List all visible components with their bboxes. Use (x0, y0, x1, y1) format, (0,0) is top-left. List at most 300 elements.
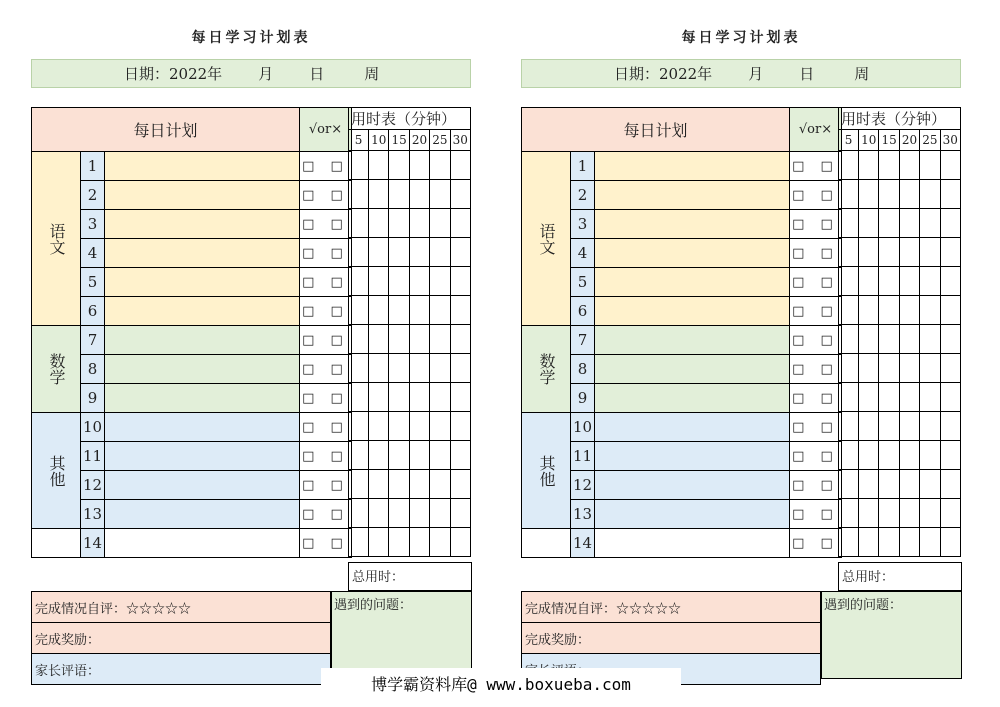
plan-entry-cell[interactable] (105, 500, 300, 529)
checkbox-pair[interactable]: □ □ (300, 297, 352, 326)
time-cell[interactable] (920, 267, 940, 296)
minute-label: 10 (859, 130, 879, 151)
time-cell[interactable] (349, 325, 369, 354)
time-cell[interactable] (859, 209, 879, 238)
time-cell[interactable] (369, 470, 389, 499)
time-cell[interactable] (879, 325, 899, 354)
time-cell[interactable] (940, 209, 960, 238)
plan-row (32, 529, 352, 558)
time-cell[interactable] (450, 354, 470, 383)
time-cell[interactable] (450, 412, 470, 441)
time-cell[interactable] (879, 209, 899, 238)
time-cell[interactable] (859, 470, 879, 499)
plan-entry-cell[interactable] (595, 442, 790, 471)
time-cell[interactable] (349, 354, 369, 383)
time-cell[interactable] (899, 412, 919, 441)
row-number: 2 (571, 181, 595, 210)
time-cell[interactable] (450, 528, 470, 557)
time-cell[interactable] (409, 180, 429, 209)
checkbox-pair[interactable]: □ □ (790, 471, 842, 500)
time-cell[interactable] (839, 238, 859, 267)
time-cell[interactable] (389, 238, 409, 267)
time-cell[interactable] (879, 470, 899, 499)
checkbox-pair[interactable]: □ □ (790, 413, 842, 442)
checkbox-pair[interactable]: □ □ (790, 239, 842, 268)
self-eval-field[interactable]: 完成情况自评：☆☆☆☆☆ (32, 592, 331, 623)
time-table (838, 107, 961, 557)
time-cell[interactable] (859, 441, 879, 470)
date-label: 日期：2022年 (614, 65, 713, 83)
week-label: 周 (364, 65, 380, 83)
time-cell[interactable] (879, 296, 899, 325)
time-cell[interactable] (369, 180, 389, 209)
minute-label: 30 (940, 130, 960, 151)
minute-label: 25 (920, 130, 940, 151)
time-cell[interactable] (899, 325, 919, 354)
time-cell[interactable] (899, 354, 919, 383)
checkbox-pair[interactable]: □ □ (300, 326, 352, 355)
plan-entry-cell[interactable] (105, 384, 300, 413)
time-cell[interactable] (389, 470, 409, 499)
plan-entry-cell[interactable] (105, 239, 300, 268)
time-cell[interactable] (839, 412, 859, 441)
evaluation-table (31, 591, 331, 685)
time-cell[interactable] (349, 296, 369, 325)
minute-label: 20 (409, 130, 429, 151)
time-cell[interactable] (389, 180, 409, 209)
subject-chinese: 语文 (32, 152, 81, 326)
time-cell[interactable] (899, 441, 919, 470)
time-cell[interactable] (940, 267, 960, 296)
time-cell[interactable] (920, 296, 940, 325)
planner-sheet-left (31, 0, 471, 707)
planner-sheet-right (521, 0, 961, 707)
time-cell[interactable] (369, 499, 389, 528)
plan-entry-cell[interactable] (595, 384, 790, 413)
time-cell[interactable] (430, 441, 450, 470)
plan-entry-cell[interactable] (105, 355, 300, 384)
time-cell[interactable] (940, 354, 960, 383)
time-cell[interactable] (899, 209, 919, 238)
time-cell[interactable] (940, 180, 960, 209)
plan-entry-cell[interactable] (595, 268, 790, 297)
date-bar[interactable] (521, 59, 961, 88)
time-cell[interactable] (450, 499, 470, 528)
time-cell[interactable] (940, 151, 960, 180)
time-cell[interactable] (940, 441, 960, 470)
plan-row (522, 152, 842, 181)
time-cell[interactable] (839, 528, 859, 557)
checkbox-pair[interactable]: □ □ (300, 152, 352, 181)
time-cell[interactable] (450, 267, 470, 296)
total-time-field[interactable]: 总用时： (348, 562, 472, 591)
checkbox-pair[interactable]: □ □ (300, 500, 352, 529)
time-cell[interactable] (450, 238, 470, 267)
time-cell[interactable] (369, 441, 389, 470)
time-cell[interactable] (940, 470, 960, 499)
time-cell[interactable] (940, 296, 960, 325)
time-cell[interactable] (450, 383, 470, 412)
checkbox-pair[interactable]: □ □ (300, 529, 352, 558)
checkbox-pair[interactable]: □ □ (300, 239, 352, 268)
time-row (839, 325, 961, 354)
time-cell[interactable] (920, 412, 940, 441)
checkbox-pair[interactable]: □ □ (300, 210, 352, 239)
row-number: 2 (81, 181, 105, 210)
time-cell[interactable] (839, 325, 859, 354)
problems-field[interactable]: 遇到的问题： (821, 591, 962, 679)
plan-entry-cell[interactable] (105, 297, 300, 326)
time-cell[interactable] (430, 325, 450, 354)
row-number: 4 (81, 239, 105, 268)
time-cell[interactable] (839, 209, 859, 238)
checkbox-pair[interactable]: □ □ (790, 529, 842, 558)
time-cell[interactable] (899, 296, 919, 325)
time-cell[interactable] (879, 151, 899, 180)
row-number: 1 (81, 152, 105, 181)
time-cell[interactable] (859, 325, 879, 354)
time-cell[interactable] (920, 238, 940, 267)
month-label: 月 (748, 65, 764, 83)
time-cell[interactable] (839, 296, 859, 325)
time-cell[interactable] (940, 383, 960, 412)
time-cell[interactable] (369, 296, 389, 325)
time-cell[interactable] (839, 151, 859, 180)
checkbox-pair[interactable]: □ □ (790, 210, 842, 239)
checkbox-pair[interactable]: □ □ (790, 355, 842, 384)
plan-entry-cell[interactable] (105, 442, 300, 471)
checkbox-pair[interactable]: □ □ (790, 326, 842, 355)
checkbox-pair[interactable]: □ □ (300, 442, 352, 471)
time-cell[interactable] (349, 441, 369, 470)
plan-entry-cell[interactable] (595, 210, 790, 239)
time-cell[interactable] (859, 180, 879, 209)
time-table (348, 107, 471, 557)
time-header: 用时表（分钟） (839, 108, 961, 130)
time-cell[interactable] (899, 383, 919, 412)
time-cell[interactable] (879, 499, 899, 528)
checkbox-pair[interactable]: □ □ (300, 384, 352, 413)
time-row (839, 412, 961, 441)
checkbox-pair[interactable]: □ □ (300, 268, 352, 297)
time-cell[interactable] (879, 383, 899, 412)
checkbox-pair[interactable]: □ □ (790, 181, 842, 210)
time-cell[interactable] (430, 267, 450, 296)
time-cell[interactable] (879, 354, 899, 383)
time-cell[interactable] (349, 412, 369, 441)
time-cell[interactable] (409, 441, 429, 470)
day-label: 日 (309, 65, 325, 83)
time-cell[interactable] (920, 383, 940, 412)
time-row (839, 499, 961, 528)
checkbox-pair[interactable]: □ □ (790, 297, 842, 326)
time-row (349, 354, 471, 383)
time-cell[interactable] (940, 325, 960, 354)
time-row (839, 354, 961, 383)
time-cell[interactable] (839, 441, 859, 470)
reward-field[interactable]: 完成奖励： (32, 623, 331, 654)
row-number: 14 (571, 529, 595, 558)
time-cell[interactable] (389, 209, 409, 238)
time-cell[interactable] (430, 238, 450, 267)
time-cell[interactable] (839, 267, 859, 296)
plan-row (522, 326, 842, 355)
time-row (349, 412, 471, 441)
time-cell[interactable] (409, 470, 429, 499)
time-cell[interactable] (879, 412, 899, 441)
time-row (839, 441, 961, 470)
time-cell[interactable] (349, 180, 369, 209)
time-cell[interactable] (409, 325, 429, 354)
time-cell[interactable] (389, 499, 409, 528)
checkbox-pair[interactable]: □ □ (790, 268, 842, 297)
plan-entry-cell[interactable] (105, 529, 300, 558)
time-cell[interactable] (409, 151, 429, 180)
time-cell[interactable] (430, 499, 450, 528)
time-cell[interactable] (839, 180, 859, 209)
time-cell[interactable] (369, 238, 389, 267)
row-number: 8 (81, 355, 105, 384)
time-cell[interactable] (409, 383, 429, 412)
time-cell[interactable] (369, 209, 389, 238)
time-cell[interactable] (940, 412, 960, 441)
checkbox-pair[interactable]: □ □ (790, 500, 842, 529)
time-cell[interactable] (899, 470, 919, 499)
time-cell[interactable] (859, 383, 879, 412)
time-cell[interactable] (899, 267, 919, 296)
plan-row (522, 529, 842, 558)
time-cell[interactable] (389, 528, 409, 557)
time-cell[interactable] (389, 412, 409, 441)
time-cell[interactable] (409, 238, 429, 267)
time-cell[interactable] (859, 528, 879, 557)
plan-entry-cell[interactable] (105, 471, 300, 500)
plan-row (522, 413, 842, 442)
day-label: 日 (799, 65, 815, 83)
plan-entry-cell[interactable] (595, 239, 790, 268)
plan-entry-cell[interactable] (595, 529, 790, 558)
time-cell[interactable] (450, 209, 470, 238)
time-row (839, 209, 961, 238)
time-row (349, 383, 471, 412)
time-cell[interactable] (920, 528, 940, 557)
time-cell[interactable] (450, 441, 470, 470)
daily-plan-table (31, 107, 352, 558)
time-cell[interactable] (430, 296, 450, 325)
time-row (349, 267, 471, 296)
row-number: 8 (571, 355, 595, 384)
time-cell[interactable] (859, 499, 879, 528)
time-cell[interactable] (839, 470, 859, 499)
time-cell[interactable] (899, 180, 919, 209)
time-cell[interactable] (369, 412, 389, 441)
subject-other: 其他 (522, 413, 571, 529)
time-cell[interactable] (430, 151, 450, 180)
checkbox-pair[interactable]: □ □ (300, 181, 352, 210)
minute-label: 5 (349, 130, 369, 151)
time-cell[interactable] (899, 499, 919, 528)
time-cell[interactable] (409, 412, 429, 441)
time-cell[interactable] (879, 441, 899, 470)
time-cell[interactable] (450, 180, 470, 209)
month-label: 月 (258, 65, 274, 83)
time-cell[interactable] (450, 325, 470, 354)
time-cell[interactable] (450, 151, 470, 180)
time-cell[interactable] (899, 151, 919, 180)
time-cell[interactable] (859, 151, 879, 180)
time-cell[interactable] (879, 238, 899, 267)
time-cell[interactable] (369, 151, 389, 180)
row-number: 7 (571, 326, 595, 355)
time-cell[interactable] (430, 470, 450, 499)
time-cell[interactable] (859, 238, 879, 267)
subject-math: 数学 (32, 326, 81, 413)
time-cell[interactable] (920, 180, 940, 209)
plan-entry-cell[interactable] (105, 413, 300, 442)
minute-label: 30 (450, 130, 470, 151)
plan-entry-cell[interactable] (595, 181, 790, 210)
plan-entry-cell[interactable] (595, 413, 790, 442)
time-cell[interactable] (369, 383, 389, 412)
plan-entry-cell[interactable] (105, 152, 300, 181)
minute-label: 25 (430, 130, 450, 151)
time-cell[interactable] (920, 499, 940, 528)
checkbox-pair[interactable]: □ □ (790, 384, 842, 413)
time-cell[interactable] (369, 354, 389, 383)
date-bar[interactable] (31, 59, 471, 88)
total-time-field[interactable]: 总用时： (838, 562, 962, 591)
row-number: 1 (571, 152, 595, 181)
time-cell[interactable] (430, 209, 450, 238)
checkbox-pair[interactable]: □ □ (300, 355, 352, 384)
time-cell[interactable] (349, 267, 369, 296)
time-cell[interactable] (859, 354, 879, 383)
time-cell[interactable] (430, 412, 450, 441)
time-row (349, 238, 471, 267)
time-cell[interactable] (839, 383, 859, 412)
time-cell[interactable] (920, 354, 940, 383)
plan-entry-cell[interactable] (105, 210, 300, 239)
row-number: 13 (571, 500, 595, 529)
time-cell[interactable] (430, 180, 450, 209)
row-number: 10 (81, 413, 105, 442)
time-cell[interactable] (389, 383, 409, 412)
time-row (349, 470, 471, 499)
time-cell[interactable] (349, 238, 369, 267)
time-cell[interactable] (349, 470, 369, 499)
time-cell[interactable] (859, 412, 879, 441)
time-cell[interactable] (349, 499, 369, 528)
time-cell[interactable] (879, 528, 899, 557)
time-cell[interactable] (409, 354, 429, 383)
time-cell[interactable] (940, 528, 960, 557)
plan-entry-cell[interactable] (595, 500, 790, 529)
check-header: √or× (790, 108, 842, 152)
time-cell[interactable] (879, 180, 899, 209)
plan-row (32, 326, 352, 355)
time-cell[interactable] (899, 528, 919, 557)
plan-entry-cell[interactable] (105, 326, 300, 355)
plan-entry-cell[interactable] (105, 268, 300, 297)
time-cell[interactable] (430, 354, 450, 383)
time-cell[interactable] (920, 209, 940, 238)
time-cell[interactable] (920, 470, 940, 499)
plan-entry-cell[interactable] (105, 181, 300, 210)
parent-comment-field[interactable]: 家长评语： (32, 654, 331, 685)
time-cell[interactable] (369, 325, 389, 354)
plan-entry-cell[interactable] (595, 471, 790, 500)
self-eval-field[interactable]: 完成情况自评：☆☆☆☆☆ (522, 592, 821, 623)
time-cell[interactable] (349, 383, 369, 412)
time-cell[interactable] (920, 325, 940, 354)
time-cell[interactable] (899, 238, 919, 267)
time-cell[interactable] (839, 499, 859, 528)
daily-plan-table (521, 107, 842, 558)
time-cell[interactable] (349, 528, 369, 557)
time-cell[interactable] (389, 325, 409, 354)
time-cell[interactable] (349, 151, 369, 180)
time-cell[interactable] (430, 528, 450, 557)
time-cell[interactable] (389, 151, 409, 180)
checkbox-pair[interactable]: □ □ (300, 413, 352, 442)
plan-entry-cell[interactable] (595, 326, 790, 355)
time-row (839, 151, 961, 180)
minute-label: 10 (369, 130, 389, 151)
row-number: 11 (81, 442, 105, 471)
time-cell[interactable] (940, 238, 960, 267)
reward-field[interactable]: 完成奖励： (522, 623, 821, 654)
row-number: 3 (81, 210, 105, 239)
checkbox-pair[interactable]: □ □ (790, 152, 842, 181)
time-cell[interactable] (369, 267, 389, 296)
sheet-title: 每日学习计划表 (681, 30, 801, 46)
time-cell[interactable] (940, 499, 960, 528)
time-cell[interactable] (409, 296, 429, 325)
problems-field[interactable]: 遇到的问题： (331, 591, 472, 679)
time-cell[interactable] (450, 470, 470, 499)
time-cell[interactable] (409, 209, 429, 238)
time-cell[interactable] (389, 354, 409, 383)
checkbox-pair[interactable]: □ □ (790, 442, 842, 471)
row-number: 11 (571, 442, 595, 471)
time-cell[interactable] (859, 296, 879, 325)
plan-entry-cell[interactable] (595, 297, 790, 326)
time-row (839, 296, 961, 325)
time-cell[interactable] (409, 528, 429, 557)
time-cell[interactable] (389, 267, 409, 296)
time-row (839, 180, 961, 209)
time-cell[interactable] (839, 354, 859, 383)
plan-entry-cell[interactable] (595, 152, 790, 181)
time-row (839, 528, 961, 557)
time-cell[interactable] (409, 499, 429, 528)
time-cell[interactable] (409, 267, 429, 296)
checkbox-pair[interactable]: □ □ (300, 471, 352, 500)
plan-entry-cell[interactable] (595, 355, 790, 384)
row-number: 7 (81, 326, 105, 355)
time-cell[interactable] (349, 209, 369, 238)
time-cell[interactable] (920, 151, 940, 180)
time-cell[interactable] (389, 441, 409, 470)
time-cell[interactable] (369, 528, 389, 557)
time-cell[interactable] (450, 296, 470, 325)
plan-header: 每日计划 (522, 108, 790, 152)
time-cell[interactable] (859, 267, 879, 296)
time-cell[interactable] (389, 296, 409, 325)
time-cell[interactable] (920, 441, 940, 470)
time-cell[interactable] (879, 267, 899, 296)
time-cell[interactable] (430, 383, 450, 412)
